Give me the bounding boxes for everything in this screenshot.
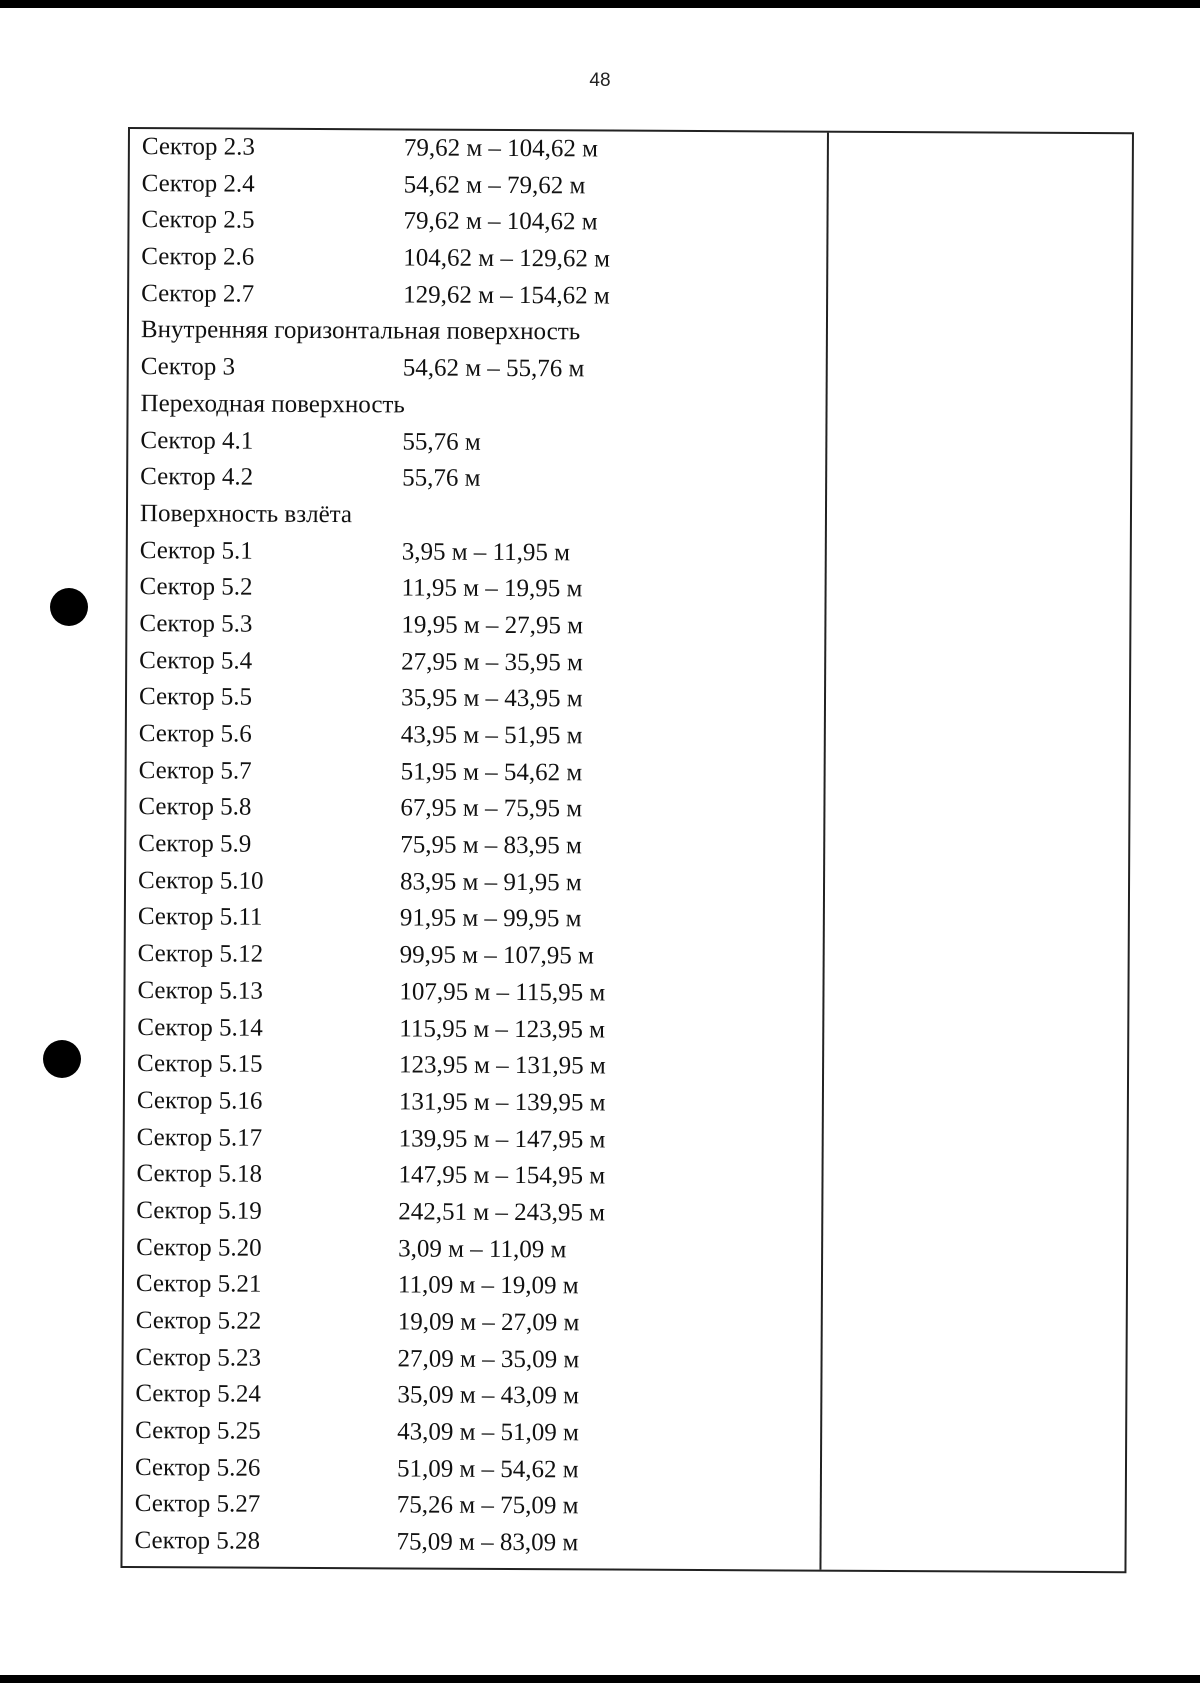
- sector-height-range: 27,95 м – 35,95 м: [401, 648, 583, 677]
- section-heading: Переходная поверхность: [140, 389, 405, 419]
- sector-name: Сектор 5.9: [138, 830, 252, 858]
- table-row: [135, 1486, 815, 1526]
- table-row: [140, 533, 820, 573]
- sector-name: Сектор 4.2: [140, 463, 254, 491]
- sector-name: Сектор 5.11: [137, 903, 263, 932]
- table-content: [134, 129, 821, 1563]
- punch-hole: [43, 1040, 81, 1078]
- table-row: [142, 129, 822, 169]
- scan-top-edge: [0, 0, 1200, 8]
- page-number: 48: [589, 70, 611, 91]
- sector-name: Сектор 5.18: [136, 1160, 263, 1188]
- sector-name: Сектор 5.20: [136, 1233, 262, 1262]
- table-row: [140, 459, 820, 499]
- sector-height-range: 91,95 м – 99,95 м: [399, 904, 582, 933]
- table-row: [137, 973, 817, 1013]
- column-divider: [819, 133, 829, 1570]
- table-row: [139, 716, 819, 756]
- table-row: [136, 1303, 816, 1343]
- sector-name: Сектор 5.5: [138, 683, 253, 711]
- sector-name: Сектор 5.1: [139, 536, 253, 565]
- table-row: [135, 1450, 815, 1490]
- sector-height-range: 11,09 м – 19,09 м: [397, 1271, 579, 1300]
- sector-name: Сектор 5.16: [136, 1086, 263, 1115]
- sector-height-range: 75,95 м – 83,95 м: [400, 831, 582, 860]
- sector-name: Сектор 5.14: [137, 1013, 263, 1042]
- sector-name: Сектор 5.28: [134, 1527, 261, 1555]
- sector-name: Сектор 2.5: [141, 206, 255, 235]
- sector-height-range: 104,62 м – 129,62 м: [403, 244, 611, 273]
- sector-height-range: 79,62 м – 104,62 м: [403, 207, 598, 236]
- table-row: [138, 789, 818, 829]
- table-row: [139, 643, 819, 683]
- sector-name: Сектор 5.12: [137, 940, 264, 968]
- sector-name: Сектор 5.2: [139, 573, 253, 601]
- sector-height-range: 51,09 м – 54,62 м: [396, 1455, 579, 1484]
- sector-name: Сектор 5.21: [135, 1270, 262, 1299]
- table-row: [142, 166, 822, 206]
- table-row: [137, 1083, 817, 1123]
- sector-name: Сектор 4.1: [140, 426, 254, 455]
- table-row: [136, 1266, 816, 1306]
- scan-bottom-edge: [0, 1675, 1200, 1683]
- table-row: [135, 1340, 815, 1380]
- sector-height-range: 35,09 м – 43,09 м: [397, 1381, 580, 1410]
- table-row: [139, 753, 819, 793]
- table-row: [135, 1376, 815, 1416]
- sector-height-range: 55,76 м: [402, 427, 481, 456]
- sector-name: Сектор 5.27: [134, 1490, 261, 1519]
- sector-height-range: 131,95 м – 139,95 м: [398, 1088, 606, 1117]
- sector-table: [120, 127, 1134, 1573]
- sector-height-range: 11,95 м – 19,95 м: [401, 574, 583, 603]
- table-row: [138, 863, 818, 903]
- sector-name: Сектор 2.7: [141, 279, 255, 308]
- sector-height-range: 27,09 м – 35,09 м: [397, 1345, 580, 1374]
- sector-name: Сектор 5.22: [135, 1307, 262, 1335]
- table-row: [139, 569, 819, 609]
- table-row: [140, 423, 820, 463]
- sector-name: Сектор 5.25: [135, 1417, 261, 1445]
- sector-name: Сектор 5.7: [138, 756, 252, 785]
- sector-name: Сектор 5.3: [139, 610, 253, 638]
- table-row: [138, 826, 818, 866]
- sector-name: Сектор 5.17: [136, 1123, 263, 1152]
- table-row: [136, 1193, 816, 1233]
- sector-height-range: 3,09 м – 11,09 м: [398, 1235, 567, 1263]
- sector-height-range: 75,09 м – 83,09 м: [396, 1528, 579, 1557]
- table-row: [141, 202, 821, 242]
- sector-height-range: 67,95 м – 75,95 м: [400, 794, 583, 823]
- sector-height-range: 147,95 м – 154,95 м: [398, 1161, 606, 1190]
- sector-height-range: 242,51 м – 243,95 м: [398, 1198, 606, 1227]
- table-row: [134, 1523, 814, 1563]
- sector-height-range: 54,62 м – 55,76 м: [402, 354, 585, 383]
- table-row: [138, 900, 818, 940]
- table-row: [136, 1230, 816, 1270]
- sector-name: Сектор 2.4: [141, 169, 255, 198]
- sector-height-range: 115,95 м – 123,95 м: [399, 1014, 606, 1044]
- sector-height-range: 83,95 м – 91,95 м: [399, 868, 582, 897]
- sector-height-range: 51,95 м – 54,62 м: [400, 758, 583, 787]
- table-row: [135, 1413, 815, 1453]
- sector-height-range: 19,09 м – 27,09 м: [397, 1308, 580, 1337]
- table-row: [136, 1156, 816, 1196]
- sector-height-range: 3,95 м – 11,95 м: [401, 538, 571, 566]
- table-row: [139, 606, 819, 646]
- sector-height-range: 75,26 м – 75,09 м: [396, 1491, 579, 1520]
- table-row: [141, 276, 821, 316]
- sector-name: Сектор 5.10: [137, 866, 264, 895]
- sector-height-range: 54,62 м – 79,62 м: [403, 171, 586, 200]
- sector-height-range: 55,76 м: [402, 464, 481, 493]
- sector-height-range: 79,62 м – 104,62 м: [403, 134, 599, 163]
- sector-name: Сектор 5.8: [138, 793, 252, 822]
- sector-height-range: 99,95 м – 107,95 м: [399, 941, 594, 970]
- sector-height-range: 123,95 м – 131,95 м: [399, 1051, 606, 1080]
- sector-name: Сектор 5.23: [135, 1343, 262, 1372]
- table-row: [137, 1046, 817, 1086]
- sector-name: Сектор 2.3: [141, 133, 255, 161]
- sector-height-range: 107,95 м – 115,95 м: [399, 978, 606, 1007]
- sector-name: Сектор 2.6: [141, 243, 255, 271]
- table-row: [141, 349, 821, 389]
- sector-name: Сектор 5.24: [135, 1380, 261, 1409]
- table-row: [138, 936, 818, 976]
- sector-height-range: 139,95 м – 147,95 м: [398, 1124, 606, 1154]
- sector-height-range: 19,95 м – 27,95 м: [401, 611, 584, 640]
- sector-name: Сектор 5.15: [137, 1050, 263, 1078]
- section-heading: Внутренняя горизонтальная поверхность: [140, 316, 581, 346]
- sector-name: Сектор 5.13: [137, 976, 264, 1005]
- sector-height-range: 129,62 м – 154,62 м: [403, 281, 610, 310]
- table-row: [141, 239, 821, 279]
- sector-name: Сектор 5.26: [134, 1453, 261, 1482]
- sector-name: Сектор 5.19: [136, 1196, 262, 1225]
- sector-height-range: 35,95 м – 43,95 м: [400, 684, 583, 713]
- sector-height-range: 43,09 м – 51,09 м: [397, 1418, 579, 1447]
- sector-height-range: 43,95 м – 51,95 м: [400, 721, 583, 750]
- table-row: [137, 1010, 817, 1050]
- sector-name: Сектор 3: [140, 353, 236, 381]
- punch-hole: [50, 588, 88, 626]
- sector-name: Сектор 5.6: [138, 720, 252, 748]
- table-row: [137, 1120, 817, 1160]
- sector-name: Сектор 5.4: [139, 646, 253, 675]
- section-heading: Поверхность взлёта: [139, 499, 353, 529]
- table-row: [139, 679, 819, 719]
